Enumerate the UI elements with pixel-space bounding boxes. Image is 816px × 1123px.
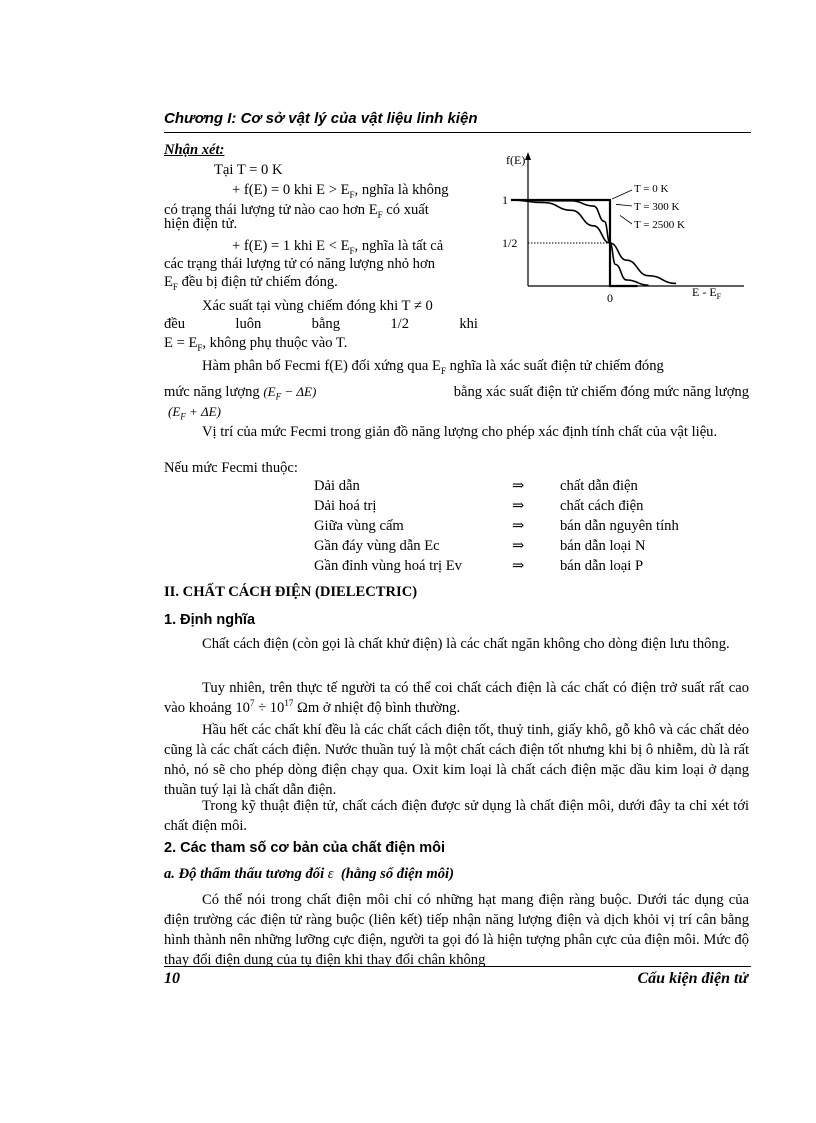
- remarks-prob2: đều luôn bằng 1/2 khi: [164, 316, 478, 332]
- remarks-line4: + f(E) = 1 khi $E < E_F$, nghĩa là tất cả: [232, 238, 444, 256]
- page-number: 10: [164, 970, 180, 987]
- remarks-heading: Nhận xét:: [164, 142, 225, 158]
- remarks-line1: + f(E) = 0 khi $E > E_F$, nghĩa là không: [232, 182, 449, 200]
- symmetry-line1: Hàm phân bố Fecmi f(E) đối xứng qua $E_F$ nghĩa là xác suất điện tử chiếm đóng: [202, 358, 664, 376]
- fermi-intro: Nếu mức Fecmi thuộc:: [164, 460, 298, 476]
- x-tick-label: 0: [607, 291, 613, 305]
- legend-label: T = 2500 K: [634, 219, 685, 231]
- book-title: Cấu kiện điện tử: [637, 970, 748, 987]
- paragraph-gases: Hầu hết các chất khí đều là các chất cách điện tốt, thuỷ tinh, giấy khô, gỗ khô và các chất dẻo cũng là các chất cách điện. Nước thuần tuý là một chất cách điện tốt nhưng khi bị ô nhiễm, dù là rất nhỏ, nó sẽ cho phép dòng điện chạy qua. Oxit kim loại là chất cách điện mặc dầu kim loại ở dạng thuần tuý lại là chất dẫn điện.: [164, 722, 749, 798]
- legend-label: T = 300 K: [634, 201, 680, 213]
- table-row-left: Dải hoá trị: [314, 498, 377, 514]
- remarks-line3: hiện điện tử.: [164, 216, 238, 232]
- header-rule: [164, 132, 751, 133]
- table-row-right: bán dẫn loại N: [560, 538, 646, 554]
- remarks-prob3: $E = E_F$, không phụ thuộc vào T.: [164, 335, 348, 353]
- y-axis-label: f(E): [506, 153, 526, 167]
- remarks-t0: Tại T = 0 K: [214, 162, 283, 178]
- implies-arrow: ⇒: [512, 558, 525, 574]
- paragraph-electronics: Trong kỹ thuật điện tử, chất cách điện được sử dụng là chất điện môi, dưới đây ta chỉ xét tới chất điện môi.: [164, 798, 749, 834]
- subsubsection-heading-permittivity: a. Độ thẩm thấu tương đối ε (hằng số điện môi): [164, 866, 454, 882]
- subsection-heading-definition: 1. Định nghĩa: [164, 612, 256, 628]
- legend-leader: [620, 215, 632, 224]
- paragraph-definition: Chất cách điện (còn gọi là chất khử điện) là các chất ngăn không cho dòng điện lưu thông.: [202, 636, 730, 652]
- table-row-left: Gần đỉnh vùng hoá trị Ev: [314, 558, 462, 574]
- y-axis-arrowhead: [525, 152, 531, 160]
- footer-rule: [164, 966, 751, 967]
- remarks-prob1: Xác suất tại vùng chiếm đóng khi T ≠ 0: [202, 298, 433, 314]
- table-row-right: bán dẫn nguyên tính: [560, 518, 679, 534]
- table-row-left: Gần đáy vùng dẫn Ec: [314, 538, 440, 554]
- expr-ef-plus: $(E_F + \Delta E)$: [168, 404, 221, 422]
- implies-arrow: ⇒: [512, 478, 525, 494]
- section-heading-dielectric: II. CHẤT CÁCH ĐIỆN (DIELECTRIC): [164, 584, 418, 600]
- remarks-line2: có trạng thái lượng tử nào cao hơn $E_F$ có xuất: [164, 202, 429, 220]
- implies-arrow: ⇒: [512, 518, 525, 534]
- chapter-title: Chương I: Cơ sở vật lý của vật liệu linh kiện: [164, 110, 478, 127]
- paragraph-resistivity: Tuy nhiên, trên thực tế người ta có thể coi chất cách điện là các chất có điện trở suất rất cao vào khoảng $10^7 \div 10^{17}$ Ωm ở nhiệt độ bình thường.: [164, 680, 749, 716]
- expr-ef-minus: $(E_F - \Delta E)$: [263, 384, 317, 402]
- legend-leader: [612, 190, 632, 199]
- chart-labels: [502, 153, 722, 305]
- implies-arrow: ⇒: [512, 538, 525, 554]
- table-row-right: chất dẫn điện: [560, 478, 638, 494]
- legend-leader: [616, 204, 632, 206]
- legend-label: T = 0 K: [634, 183, 669, 195]
- table-row-left: Dải dẫn: [314, 478, 360, 494]
- fermi-dirac-chart: [496, 150, 756, 310]
- remarks-line5: các trạng thái lượng tử có năng lượng nhỏ hơn: [164, 256, 435, 272]
- fermi-position-paragraph: Vị trí của mức Fecmi trong giản đồ năng lượng cho phép xác định tính chất của vật liệu.: [202, 424, 718, 440]
- symmetry-line2: mức năng lượng $(E_F - \Delta E)$ bằng xác suất điện tử chiếm đóng mức năng lượng: [164, 384, 749, 402]
- table-row-left: Giữa vùng cấm: [314, 518, 404, 534]
- table-row-right: chất cách điện: [560, 498, 644, 514]
- y-tick-label: 1: [502, 193, 508, 207]
- subsection-heading-parameters: 2. Các tham số cơ bản của chất điện môi: [164, 840, 446, 856]
- implies-arrow: ⇒: [512, 498, 525, 514]
- paragraph-polarization: Có thể nói trong chất điện môi chỉ có những hạt mang điện ràng buộc. Dưới tác dụng của điện trường các điện tử ràng buộc (liên kết) tiếp nhận năng lượng điện và dịch khỏi vị trí cân bằng hình thành nên những lưỡng cực điện, người ta gọi đó là hiện tượng phân cực của điện môi. Mức độ thay đổi điện dung của tụ điện khi thay đổi chân không: [164, 892, 749, 968]
- y-tick-label: 1/2: [502, 236, 518, 250]
- x-axis-label: E - $E_F$: [692, 285, 722, 301]
- table-row-right: bán dẫn loại P: [560, 558, 644, 574]
- remarks-line6: $E_F$ đều bị điện tử chiếm đóng.: [164, 274, 338, 292]
